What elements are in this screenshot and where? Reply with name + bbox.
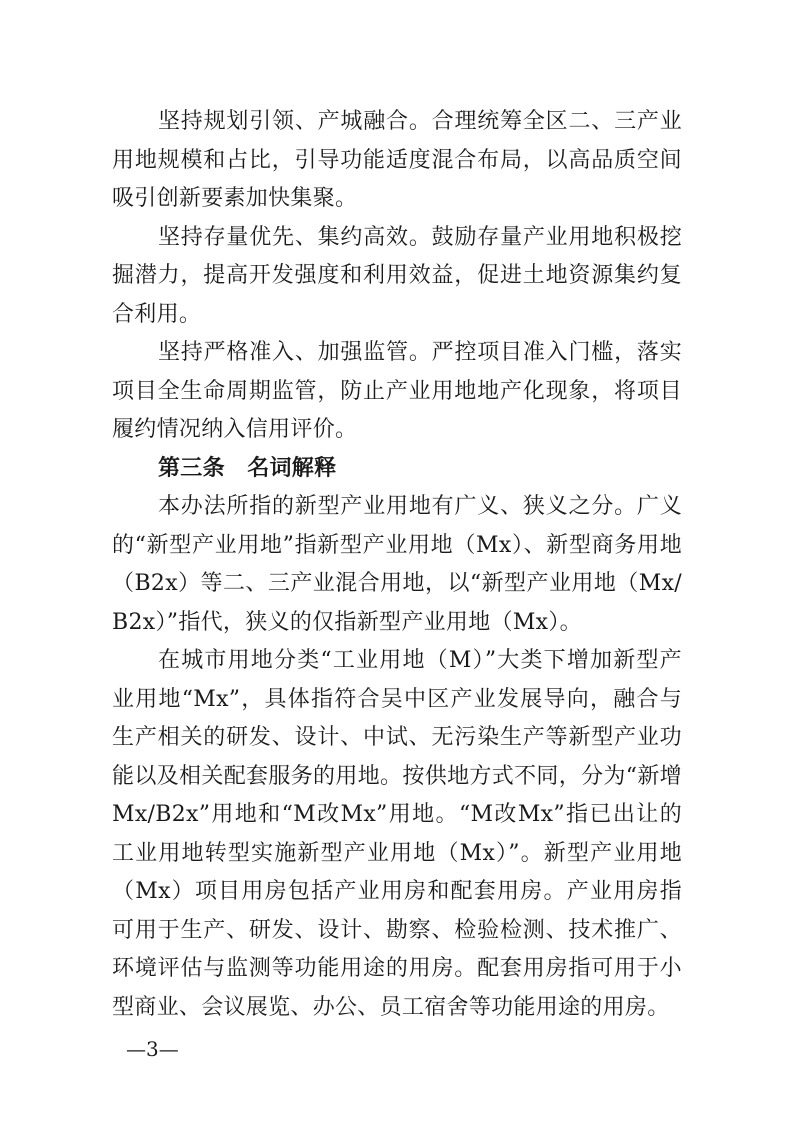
article-heading: 第三条 名词解释 (158, 455, 337, 481)
paragraph-strict-access-principle: 坚持严格准入、加强监管。严控项目准入门槛，落实项目全生命周期监管，防止产业用地地产化现象，将项目履约情况纳入信用评价。 (112, 340, 682, 442)
paragraph-definition-mx: 在城市用地分类“工业用地（M）”大类下增加新型产业用地“Mx”，具体指符合吴中区产业发展导向，融合与生产相关的研发、设计、中试、无污染生产等新型产业功能以及相关配套服务的用地。按供地方式不同，分为“新增Mx/B2x”用地和“M改Mx”用地。“M改Mx”指已出让的工业用地转型实施新型产业用地（Mx）”。新型产业用地（Mx）项目用房包括产业用房和配套用房。产业用房指可用于生产、研发、设计、勘察、检验检测、技术推广、环境评估与监测等功能用途的用房。配套用房指可用于小型商业、会议展览、办公、员工宿舍等功能用途的用房。 (112, 648, 682, 1020)
paragraph-stock-priority-principle: 坚持存量优先、集约高效。鼓励存量产业用地积极挖掘潜力，提高开发强度和利用效益，促进土地资源集约复合利用。 (112, 224, 682, 327)
document-body (112, 103, 682, 1027)
paragraph-definition-broad-narrow: 本办法所指的新型产业用地有广义、狭义之分。广义的“新型产业用地”指新型产业用地（Mx）、新型商务用地（B2x）等二、三产业混合用地，以“新型产业用地（Mx/B2x）”指代，狭义的仅指新型产业用地（Mx）。 (112, 494, 682, 635)
paragraph-planning-principle: 坚持规划引领、产城融合。合理统筹全区二、三产业用地规模和占比，引导功能适度混合布局，以高品质空间吸引创新要素加快集聚。 (112, 109, 682, 211)
page-number: —3— (126, 1037, 179, 1061)
